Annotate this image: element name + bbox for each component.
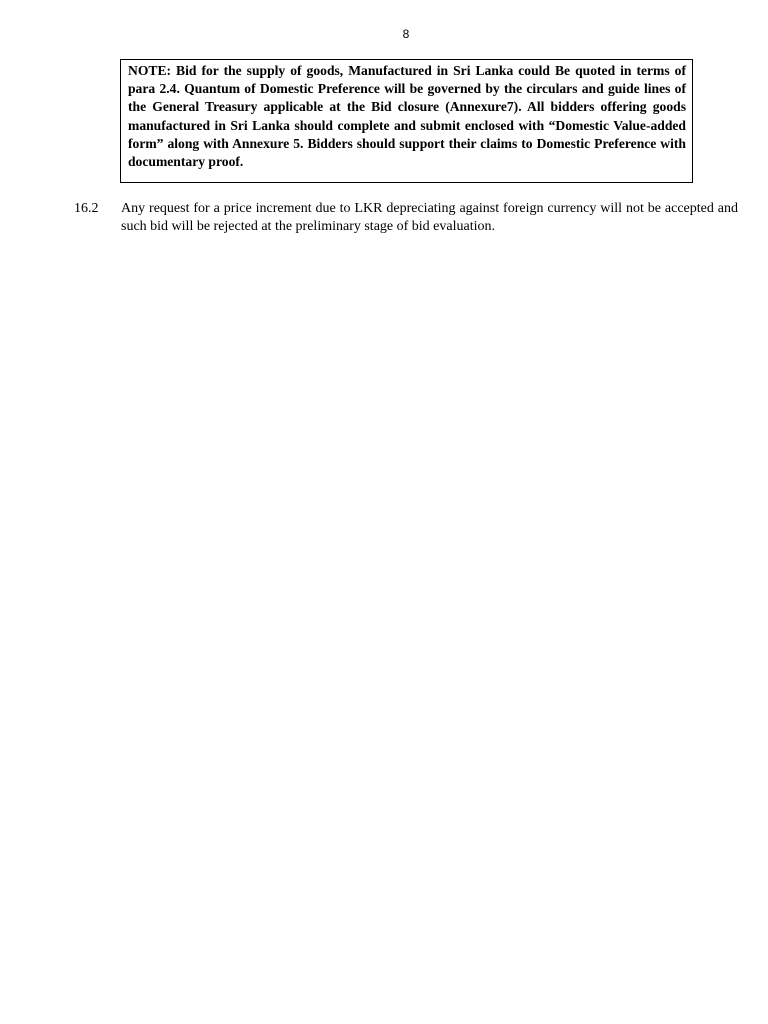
domestic-preference-note-box (120, 59, 693, 183)
clause-16-2 (74, 200, 738, 235)
page-number: 8 (402, 27, 410, 41)
clause-text: Any request for a price increment due to LKR depreciating against foreign currency will not be accepted and such bid will be rejected at the preliminary stage of bid evaluation. (121, 201, 738, 234)
domestic-preference-note-text: NOTE: Bid for the supply of goods, Manufactured in Sri Lanka could Be quoted in terms of para 2.4. Quantum of Domestic Preference will be governed by the circulars and guide lines of the General Treasury applicable at the Bid closure (Annexure7). All bidders offering goods manufactured in Sri Lanka should complete and submit enclosed with “Domestic Value-added form” along with Annexure 5. Bidders should support their claims to Domestic Preference with documentary proof. (128, 63, 686, 170)
clause-number: 16.2 (74, 201, 99, 216)
